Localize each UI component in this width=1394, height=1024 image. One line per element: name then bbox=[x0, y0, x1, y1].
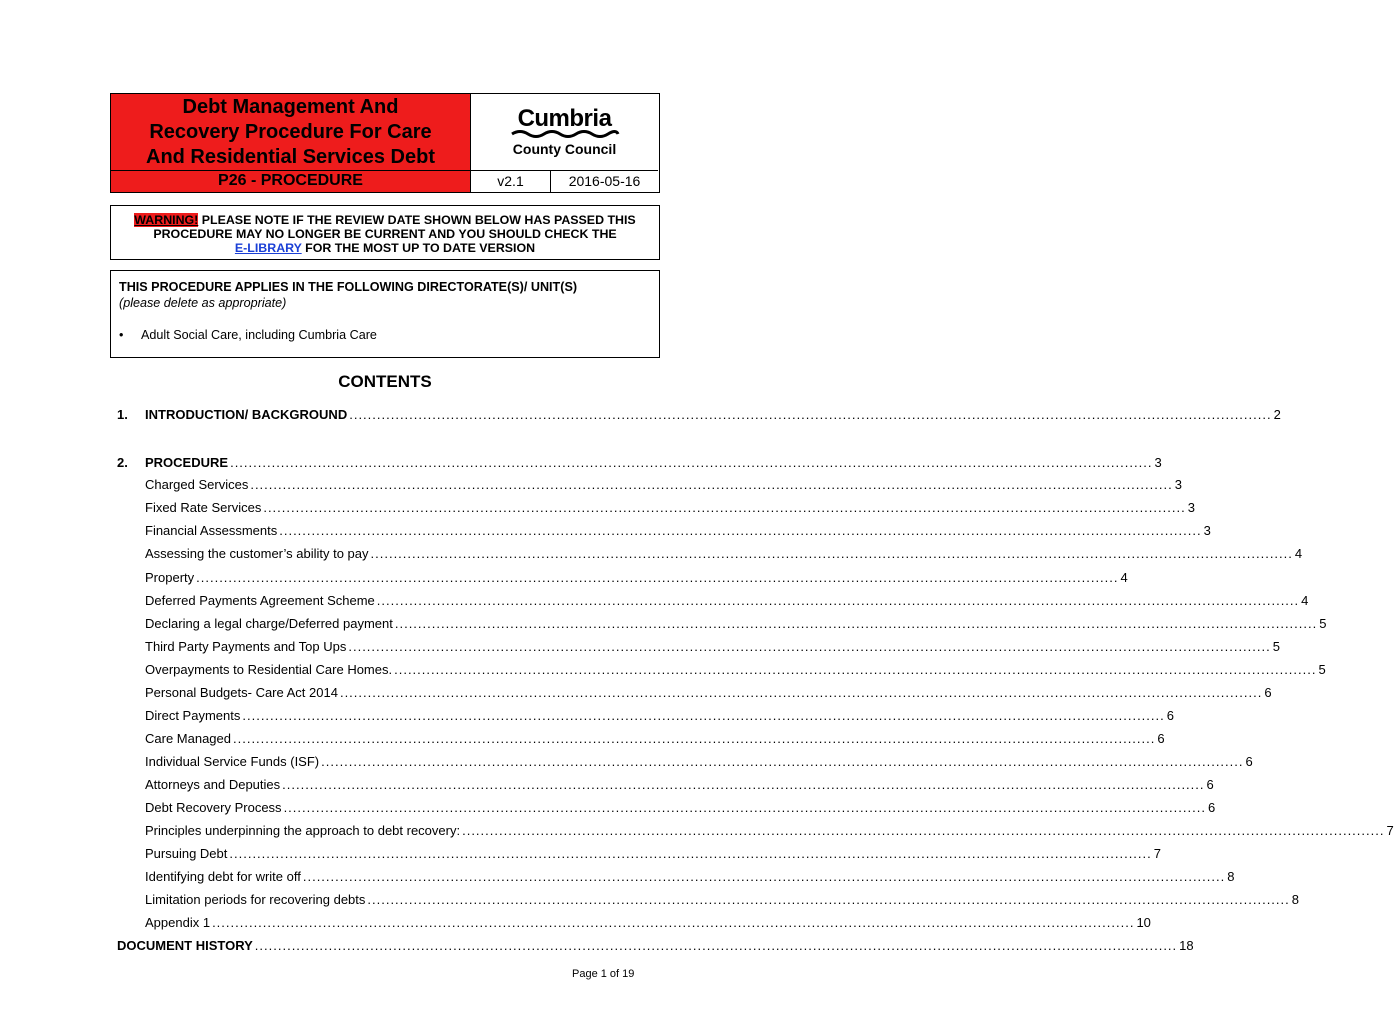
version-number: v2.1 bbox=[471, 170, 551, 192]
toc-entry-title: Identifying debt for write off bbox=[145, 869, 301, 884]
toc-page-number: 3 bbox=[1154, 455, 1162, 470]
toc-entry[interactable] bbox=[145, 477, 1182, 495]
toc-entry-title: Individual Service Funds (ISF) bbox=[145, 754, 320, 769]
applies-box bbox=[110, 270, 660, 358]
warning-line-1: PLEASE NOTE IF THE REVIEW DATE SHOWN BELOW HAS PASSED THIS bbox=[198, 213, 636, 227]
toc-entry-title: Debt Recovery Process bbox=[145, 800, 282, 815]
toc-entry[interactable] bbox=[145, 708, 1174, 726]
toc-entry-title: Pursuing Debt bbox=[145, 846, 228, 861]
toc-leader-dots: ........................................................................................................................................................................................................ bbox=[263, 500, 1186, 515]
toc-entry[interactable] bbox=[145, 407, 1281, 425]
toc-page-number: 3 bbox=[1203, 523, 1211, 538]
toc-entry-title: Fixed Rate Services bbox=[145, 500, 262, 515]
toc-page-number: 4 bbox=[1294, 546, 1303, 561]
title-line-3: And Residential Services Debt bbox=[146, 145, 435, 168]
toc-page-number: 6 bbox=[1206, 777, 1214, 792]
toc-entry[interactable] bbox=[145, 593, 1309, 611]
toc-leader-dots: ........................................................................................................................................................................................................ bbox=[376, 593, 1300, 608]
toc-entry-title: Declaring a legal charge/Deferred payment bbox=[145, 616, 393, 631]
title-line-1: Debt Management And bbox=[182, 95, 399, 118]
toc-entry[interactable] bbox=[145, 500, 1195, 518]
toc-entry[interactable] bbox=[145, 777, 1214, 795]
toc-leader-dots: ........................................................................................................................................................................................................ bbox=[230, 455, 1153, 470]
toc-entry[interactable] bbox=[145, 892, 1299, 910]
toc-page-number: 5 bbox=[1318, 662, 1326, 677]
toc-page-number: 7 bbox=[1153, 846, 1161, 861]
toc-leader-dots: ........................................................................................................................................................................................................ bbox=[462, 823, 1385, 838]
toc-entry[interactable] bbox=[145, 823, 1394, 841]
toc-entry-title: Property bbox=[145, 570, 195, 585]
applies-heading: THIS PROCEDURE APPLIES IN THE FOLLOWING DIRECTORATE(S)/ UNIT(S) bbox=[119, 280, 578, 294]
e-library-link[interactable]: E-LIBRARY bbox=[234, 241, 302, 255]
toc-entry[interactable] bbox=[145, 800, 1216, 818]
toc-number: 1. bbox=[117, 407, 128, 422]
toc-entry[interactable] bbox=[145, 546, 1303, 564]
council-logo bbox=[471, 94, 658, 170]
toc-leader-dots: ........................................................................................................................................................................................................ bbox=[282, 777, 1205, 792]
toc-entry[interactable] bbox=[145, 731, 1165, 749]
toc-entry-title: Principles underpinning the approach to debt recovery: bbox=[145, 823, 461, 838]
warning-label: WARNING! bbox=[134, 213, 199, 227]
toc-page-number: 8 bbox=[1291, 892, 1299, 907]
toc-page-number: 4 bbox=[1120, 570, 1128, 585]
toc-leader-dots: ........................................................................................................................................................................................................ bbox=[367, 892, 1290, 907]
toc-page-number: 8 bbox=[1227, 869, 1235, 884]
toc-page-number: 7 bbox=[1386, 823, 1394, 838]
toc-leader-dots: ........................................................................................................................................................................................................ bbox=[394, 662, 1317, 677]
toc-entry-title: PROCEDURE bbox=[145, 455, 229, 470]
toc-entry-title: Assessing the customer’s ability to pay bbox=[145, 546, 369, 561]
toc-leader-dots: ........................................................................................................................................................................................................ bbox=[250, 477, 1173, 492]
toc-entry-title: Personal Budgets- Care Act 2014 bbox=[145, 685, 338, 700]
toc-leader-dots: ........................................................................................................................................................................................................ bbox=[370, 546, 1293, 561]
toc-leader-dots: ........................................................................................................................................................................................................ bbox=[233, 731, 1156, 746]
toc-entry-title: Appendix 1 bbox=[145, 915, 211, 930]
toc-entry-title: Financial Assessments bbox=[145, 523, 278, 538]
toc-page-number: 18 bbox=[1179, 938, 1194, 953]
toc-page-number: 5 bbox=[1272, 639, 1280, 654]
title-line-2: Recovery Procedure For Care bbox=[149, 120, 432, 143]
toc-entry[interactable] bbox=[145, 685, 1272, 703]
review-date: 2016-05-16 bbox=[551, 170, 658, 192]
toc-leader-dots: ........................................................................................................................................................................................................ bbox=[283, 800, 1206, 815]
contents-title: CONTENTS bbox=[338, 372, 432, 391]
document-header-table bbox=[110, 93, 660, 193]
toc-entry-title: Limitation periods for recovering debts bbox=[145, 892, 366, 907]
toc-page-number: 6 bbox=[1157, 731, 1165, 746]
toc-leader-dots: ........................................................................................................................................................................................................ bbox=[196, 570, 1119, 585]
toc-page-number: 2 bbox=[1273, 407, 1281, 422]
toc-entry[interactable] bbox=[145, 846, 1161, 864]
toc-entry[interactable] bbox=[145, 455, 1162, 473]
toc-leader-dots: ........................................................................................................................................................................................................ bbox=[349, 407, 1272, 422]
toc-entry-title: DOCUMENT HISTORY bbox=[117, 938, 253, 953]
toc-entry-title: Overpayments to Residential Care Homes. bbox=[145, 662, 393, 677]
toc-entry-title: INTRODUCTION/ BACKGROUND bbox=[145, 407, 348, 422]
applies-note: (please delete as appropriate) bbox=[119, 296, 287, 310]
applies-bullet: • Adult Social Care, including Cumbria Care bbox=[119, 327, 651, 343]
page-number: Page 1 of 19 bbox=[572, 968, 635, 980]
toc-entry-title: Care Managed bbox=[145, 731, 231, 746]
toc-page-number: 6 bbox=[1166, 708, 1174, 723]
toc-page-number: 5 bbox=[1319, 616, 1327, 631]
toc-leader-dots: ........................................................................................................................................................................................................ bbox=[229, 846, 1152, 861]
toc-entry[interactable] bbox=[145, 869, 1235, 887]
toc-entry[interactable] bbox=[145, 639, 1280, 657]
toc-page-number: 6 bbox=[1245, 754, 1253, 769]
toc-entry-title: Direct Payments bbox=[145, 708, 241, 723]
toc-leader-dots: ........................................................................................................................................................................................................ bbox=[254, 938, 1178, 953]
toc-leader-dots: ........................................................................................................................................................................................................ bbox=[348, 639, 1271, 654]
logo-subtitle: County Council bbox=[512, 141, 617, 157]
toc-leader-dots: ........................................................................................................................................................................................................ bbox=[339, 685, 1263, 700]
warning-line-3: FOR THE MOST UP TO DATE VERSION bbox=[301, 241, 536, 255]
toc-page-number: 10 bbox=[1136, 915, 1151, 930]
toc-entry[interactable] bbox=[145, 616, 1327, 634]
logo-wordmark: Cumbria bbox=[517, 105, 612, 132]
toc-leader-dots: ........................................................................................................................................................................................................ bbox=[394, 616, 1318, 631]
document-title bbox=[111, 94, 471, 170]
toc-entry[interactable] bbox=[117, 938, 1194, 956]
toc-entry[interactable] bbox=[145, 915, 1151, 933]
toc-leader-dots: ........................................................................................................................................................................................................ bbox=[302, 869, 1226, 884]
warning-box bbox=[110, 205, 660, 260]
toc-page-number: 6 bbox=[1207, 800, 1216, 815]
toc-entry[interactable] bbox=[145, 662, 1326, 680]
toc-page-number: 3 bbox=[1174, 477, 1182, 492]
toc-leader-dots: ........................................................................................................................................................................................................ bbox=[279, 523, 1202, 538]
toc-page-number: 3 bbox=[1187, 500, 1195, 515]
toc-entry-title: Third Party Payments and Top Ups bbox=[145, 639, 347, 654]
toc-entry[interactable] bbox=[145, 570, 1128, 588]
toc-page-number: 4 bbox=[1301, 593, 1309, 608]
toc-entry-title: Attorneys and Deputies bbox=[145, 777, 281, 792]
procedure-code: P26 - PROCEDURE bbox=[111, 170, 471, 192]
toc-entry[interactable] bbox=[145, 754, 1253, 772]
toc-leader-dots: ........................................................................................................................................................................................................ bbox=[321, 754, 1244, 769]
toc-page-number: 6 bbox=[1264, 685, 1272, 700]
toc-number: 2. bbox=[117, 455, 128, 470]
toc-leader-dots: ........................................................................................................................................................................................................ bbox=[242, 708, 1165, 723]
toc-leader-dots: ........................................................................................................................................................................................................ bbox=[212, 915, 1135, 930]
toc-entry[interactable] bbox=[145, 523, 1211, 541]
toc-entry-title: Deferred Payments Agreement Scheme bbox=[145, 593, 375, 608]
toc-entry-title: Charged Services bbox=[145, 477, 249, 492]
warning-line-2: PROCEDURE MAY NO LONGER BE CURRENT AND YOU SHOULD CHECK THE bbox=[153, 227, 617, 241]
